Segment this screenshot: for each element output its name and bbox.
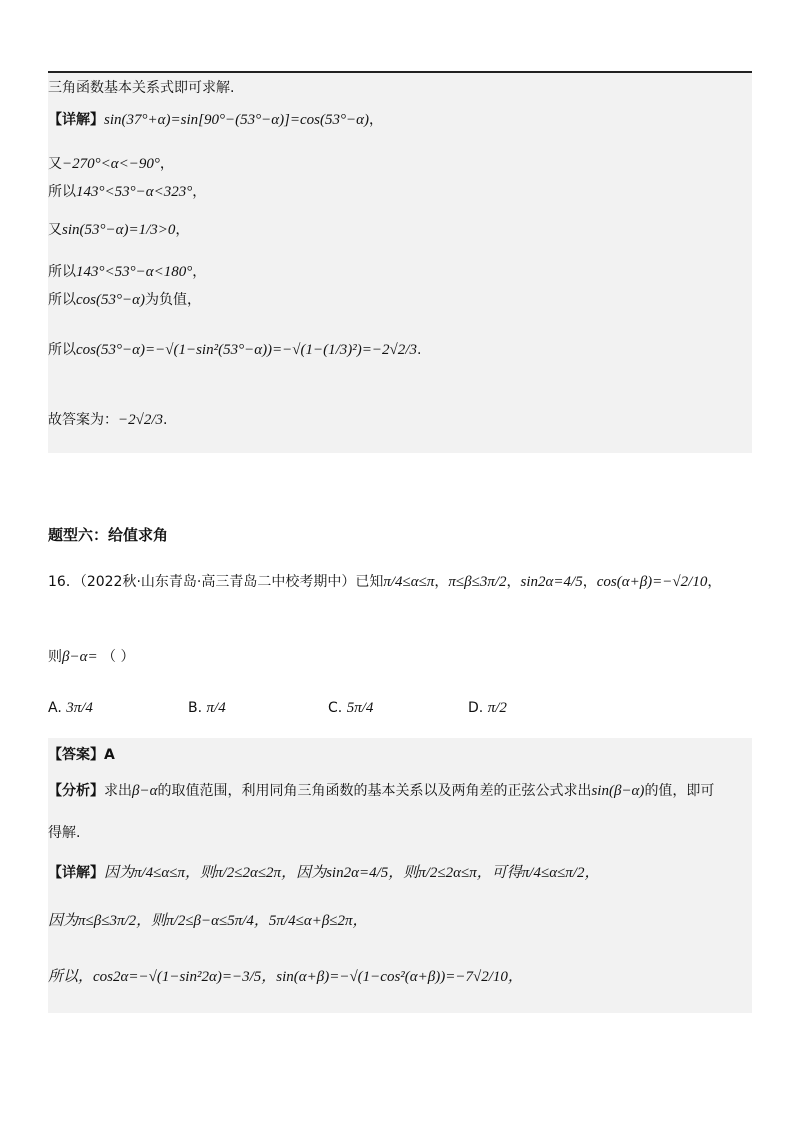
punct: ， — [159, 156, 174, 172]
option-letter: A. — [48, 700, 62, 716]
formula-alpha-range: −270°<α<−90° — [62, 156, 160, 172]
text-prefix: 所以 — [48, 264, 76, 280]
text: 的取值范围，利用同角三角函数的基本关系以及两角差的正弦公式求出 — [157, 783, 592, 799]
analysis-tag: 【分析】 — [48, 783, 104, 799]
text-prefix: 所以 — [48, 184, 76, 200]
text-prefix: 则 — [48, 649, 62, 665]
formula-cos-value: cos(53°−α)=−√(1−sin²(53°−α))=−√(1−(1/3)²)=−2√2/3 — [76, 342, 417, 358]
punct: . — [163, 412, 168, 428]
punct: ， — [434, 574, 449, 590]
text-prefix: 又 — [48, 156, 62, 172]
final-answer-line — [48, 411, 167, 429]
formula-sin-positive: sin(53°−α)=1/3>0 — [62, 222, 176, 238]
detail-line-7 — [48, 341, 421, 359]
condition-beta: π≤β≤3π/2 — [448, 574, 507, 590]
punct: ， — [582, 574, 597, 590]
detail-line-2 — [48, 155, 174, 173]
option-b[interactable] — [188, 700, 226, 717]
option-letter: D. — [468, 700, 484, 716]
answer-label: 故答案为： — [48, 412, 118, 428]
question-16-stem — [48, 573, 721, 591]
question-16-ask — [48, 648, 135, 666]
question-source: （2022秋·山东青岛·高三青岛二中校考期中）已知 — [79, 574, 384, 590]
condition-cos-sum: cos(α+β)=−√2/10 — [596, 574, 708, 590]
detail-line-4 — [48, 221, 189, 239]
text: 的值，即可 — [644, 783, 715, 799]
option-value: π/4 — [206, 700, 226, 716]
ask-formula: β−α= — [62, 649, 98, 665]
answer-line: 【答案】A — [48, 747, 115, 763]
detail2-line-2 — [48, 912, 368, 930]
detail2-text-1: 因为π/4≤α≤π，则π/2≤2α≤2π，因为sin2α=4/5，则π/2≤2α≤π，可得π/4≤α≤π/2， — [104, 865, 600, 881]
detail-line-5 — [48, 263, 206, 281]
condition-alpha: π/4≤α≤π — [383, 574, 435, 590]
option-d[interactable] — [468, 700, 507, 717]
punct: ， — [369, 112, 383, 128]
detail2-text-2: 因为π≤β≤3π/2，则π/2≤β−α≤5π/4，5π/4≤α+β≤2π， — [48, 913, 368, 929]
detail-tag: 【详解】 — [48, 112, 104, 128]
formula-beta-minus-alpha: β−α — [132, 783, 158, 799]
detail-line-3 — [48, 183, 206, 201]
option-c[interactable] — [328, 700, 373, 717]
punct: ， — [707, 574, 722, 590]
text-suffix: 为负值， — [144, 292, 201, 308]
section-title: 题型六：给值求角 — [48, 526, 169, 544]
option-letter: C. — [328, 700, 343, 716]
intro-text: 三角函数基本关系式即可求解. — [48, 80, 235, 96]
solution-panel-16 — [48, 738, 752, 1013]
formula-sin-diff: sin(β−α) — [591, 783, 645, 799]
answer-blank: （ ） — [102, 649, 135, 665]
detail-line-1 — [48, 111, 383, 129]
detail2-line-1 — [48, 864, 599, 882]
question-number: 16． — [48, 574, 80, 590]
detail-tag: 【详解】 — [48, 865, 104, 881]
punct: ， — [192, 184, 207, 200]
answer-value: −2√2/3 — [118, 412, 164, 428]
formula-cos: cos(53°−α) — [76, 292, 145, 308]
analysis-line-1 — [48, 782, 714, 800]
text: 求出 — [104, 783, 132, 799]
text-prefix: 所以 — [48, 292, 76, 308]
option-letter: B. — [188, 700, 203, 716]
condition-sin2a: sin2α=4/5 — [520, 574, 583, 590]
formula-sin-37: sin(37°+α)=sin[90°−(53°−α)]=cos(53°−α) — [104, 112, 369, 128]
solution-panel-15 — [48, 73, 752, 453]
punct: . — [416, 342, 422, 358]
option-value: π/2 — [487, 700, 507, 716]
option-value: 5π/4 — [346, 700, 374, 716]
analysis-line-2: 得解. — [48, 825, 81, 841]
text-prefix: 所以 — [48, 342, 76, 358]
punct: ， — [175, 222, 190, 238]
detail2-text-3: 所以，cos2α=−√(1−sin²2α)=−3/5，sin(α+β)=−√(1−cos²(α+β))=−7√2/10， — [48, 969, 523, 985]
text-prefix: 又 — [48, 222, 62, 238]
formula-range-323: 143°<53°−α<323° — [76, 184, 193, 200]
option-a[interactable] — [48, 700, 93, 717]
option-value: 3π/4 — [66, 700, 93, 716]
detail-line-6 — [48, 291, 201, 309]
punct: ， — [506, 574, 521, 590]
formula-range-180: 143°<53°−α<180° — [76, 264, 193, 280]
punct: ， — [192, 264, 207, 280]
detail2-line-3 — [48, 968, 523, 986]
